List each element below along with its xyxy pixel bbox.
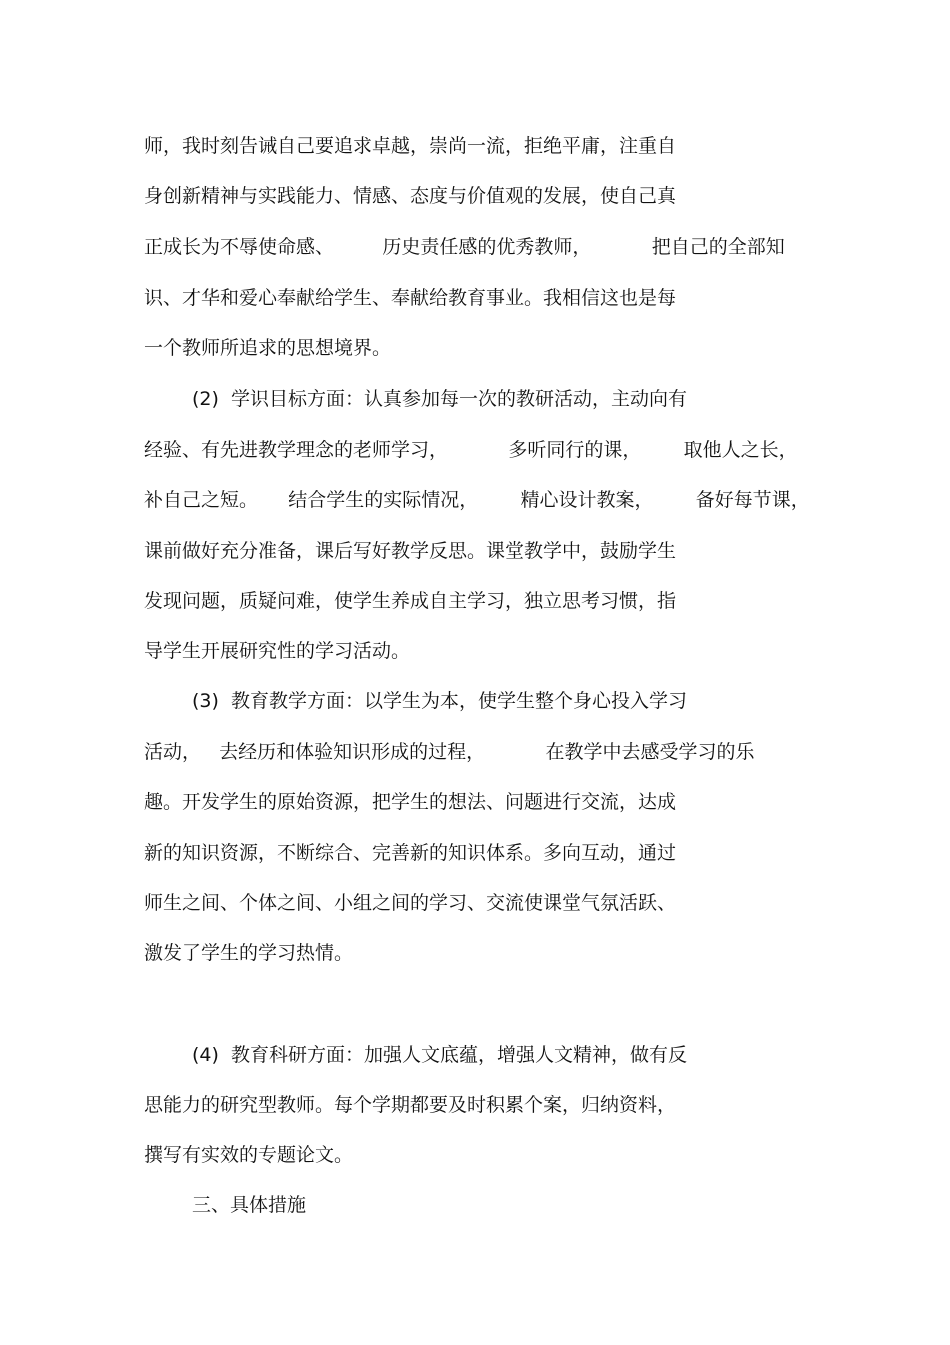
text-line: 新的知识资源，不断综合、完善新的知识体系。多向互动，通过 [144, 842, 677, 864]
paragraph-heading-2: (2) 学识目标方面：认真参加每一次的教研活动，主动向有 [192, 388, 687, 410]
text-line: 撰写有实效的专题论文。 [144, 1144, 354, 1166]
text-line: 发现问题，质疑问难，使学生养成自主学习，独立思考习惯，指 [144, 590, 677, 612]
text-line: 师，我时刻告诫自己要追求卓越，崇尚一流，拒绝平庸，注重自 [144, 135, 677, 157]
text-line: 活动， 去经历和体验知识形成的过程， 在教学中去感受学习的乐 [144, 741, 755, 763]
paragraph-heading-3: (3) 教育教学方面：以学生为本，使学生整个身心投入学习 [192, 690, 687, 712]
text-line: 补自己之短。 结合学生的实际情况， 精心设计教案， 备好每节课， [144, 489, 810, 511]
text-line: 趣。开发学生的原始资源，把学生的想法、问题进行交流，达成 [144, 791, 677, 813]
text-line: 师生之间、个体之间、小组之间的学习、交流使课堂气氛活跃、 [144, 892, 677, 914]
text-line: 激发了学生的学习热情。 [144, 942, 354, 964]
paragraph-heading-4: (4) 教育科研方面：加强人文底蕴，增强人文精神，做有反 [192, 1044, 687, 1066]
text-line: 经验、有先进教学理念的老师学习， 多听同行的课， 取他人之长， [144, 439, 798, 461]
text-line: 正成长为不辱使命感、 历史责任感的优秀教师， 把自己的全部知 [144, 236, 785, 258]
text-line: 导学生开展研究性的学习活动。 [144, 640, 411, 662]
text-line: 一个教师所追求的思想境界。 [144, 337, 392, 359]
text-line: 思能力的研究型教师。每个学期都要及时积累个案，归纳资料， [144, 1094, 677, 1116]
text-line: 课前做好充分准备，课后写好教学反思。课堂教学中，鼓励学生 [144, 540, 677, 562]
text-line: 识、才华和爱心奉献给学生、奉献给教育事业。我相信这也是每 [144, 287, 677, 309]
text-line: 身创新精神与实践能力、情感、态度与价值观的发展，使自己真 [144, 185, 677, 207]
section-heading: 三、具体措施 [192, 1194, 307, 1216]
